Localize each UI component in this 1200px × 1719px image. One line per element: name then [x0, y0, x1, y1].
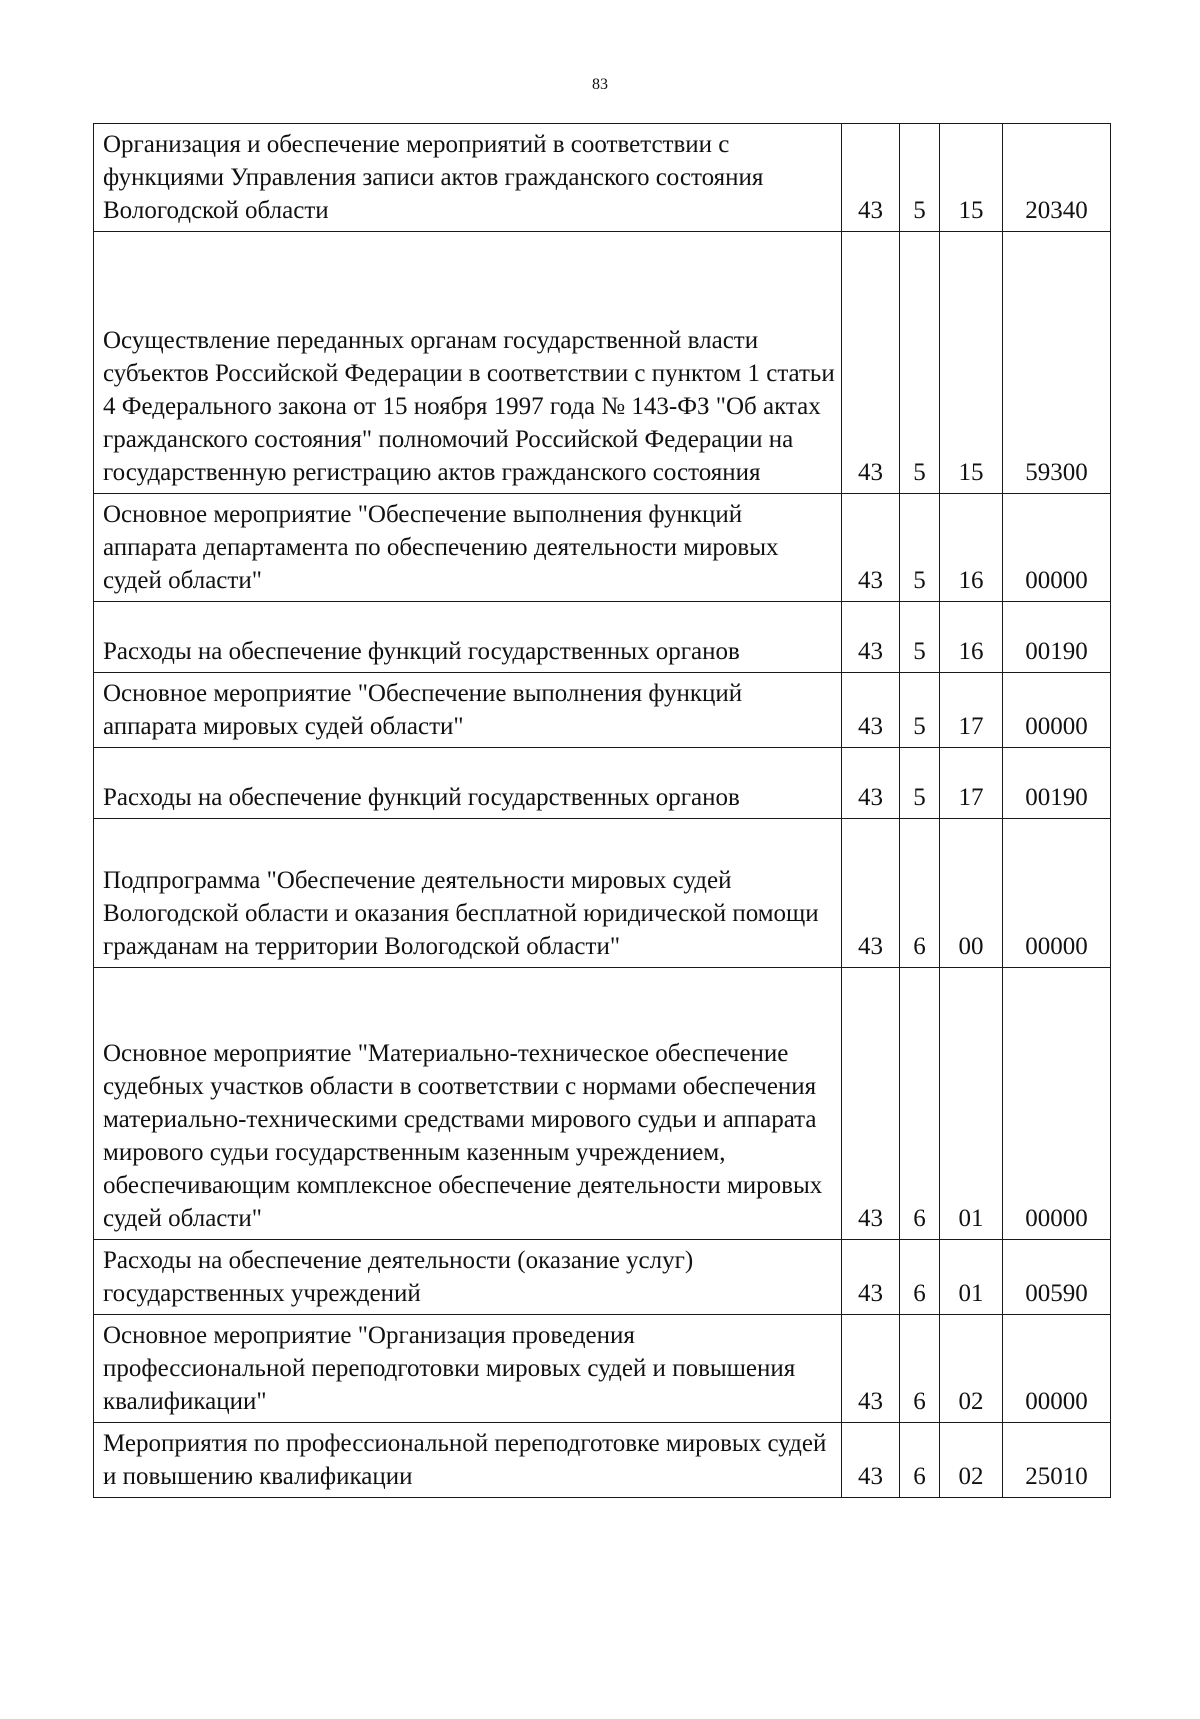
code-direction: 00590 [1003, 1240, 1111, 1315]
code-subprogram: 16 [940, 602, 1003, 673]
code-subprogram: 00 [940, 819, 1003, 968]
code-program: 5 [900, 494, 940, 602]
code-ministry: 43 [842, 1423, 900, 1498]
code-ministry: 43 [842, 494, 900, 602]
code-ministry: 43 [842, 1315, 900, 1423]
code-program: 6 [900, 1423, 940, 1498]
code-direction: 00000 [1003, 819, 1111, 968]
code-direction: 00000 [1003, 494, 1111, 602]
table-row [94, 673, 1111, 748]
code-subprogram: 17 [940, 673, 1003, 748]
code-ministry: 43 [842, 124, 900, 232]
code-direction: 00190 [1003, 602, 1111, 673]
code-subprogram: 15 [940, 232, 1003, 494]
code-program: 6 [900, 968, 940, 1240]
code-ministry: 43 [842, 673, 900, 748]
row-name: Подпрограмма "Обеспечение деятельности мировых судей Вологодской области и оказания бесплатной юридической помощи гражданам на территории Вологодской области" [94, 819, 842, 968]
table-row [94, 1423, 1111, 1498]
table-row [94, 748, 1111, 819]
row-name: Расходы на обеспечение функций государственных органов [94, 748, 842, 819]
code-ministry: 43 [842, 819, 900, 968]
code-subprogram: 15 [940, 124, 1003, 232]
table-row [94, 819, 1111, 968]
code-direction: 00000 [1003, 1315, 1111, 1423]
code-direction: 00000 [1003, 673, 1111, 748]
table-row [94, 1315, 1111, 1423]
code-ministry: 43 [842, 968, 900, 1240]
code-subprogram: 02 [940, 1423, 1003, 1498]
code-subprogram: 01 [940, 1240, 1003, 1315]
table-row [94, 124, 1111, 232]
row-name: Расходы на обеспечение деятельности (оказание услуг) государственных учреждений [94, 1240, 842, 1315]
code-program: 6 [900, 819, 940, 968]
code-program: 5 [900, 748, 940, 819]
budget-table [93, 123, 1111, 1498]
code-ministry: 43 [842, 748, 900, 819]
code-ministry: 43 [842, 1240, 900, 1315]
table-row [94, 232, 1111, 494]
table-row [94, 602, 1111, 673]
row-name: Основное мероприятие "Обеспечение выполнения функций аппарата мировых судей области" [94, 673, 842, 748]
code-subprogram: 17 [940, 748, 1003, 819]
code-ministry: 43 [842, 602, 900, 673]
code-program: 6 [900, 1240, 940, 1315]
row-name: Основное мероприятие "Материально-техническое обеспечение судебных участков области в соответствии с нормами обеспечения материально-техническими средствами мирового судьи и аппарата мирового судьи государственным казенным учреждением, обеспечивающим комплексное обеспечение деятельности мировых судей области" [94, 968, 842, 1240]
row-name: Расходы на обеспечение функций государственных органов [94, 602, 842, 673]
row-name: Осуществление переданных органам государственной власти субъектов Российской Федерации в соответствии с пунктом 1 статьи 4 Федерального закона от 15 ноября 1997 года № 143-ФЗ "Об актах гражданского состояния" полномочий Российской Федерации на государственную регистрацию актов гражданского состояния [94, 232, 842, 494]
code-subprogram: 16 [940, 494, 1003, 602]
code-program: 5 [900, 602, 940, 673]
code-program: 5 [900, 673, 940, 748]
table-row [94, 1240, 1111, 1315]
table-row [94, 968, 1111, 1240]
code-subprogram: 01 [940, 968, 1003, 1240]
code-ministry: 43 [842, 232, 900, 494]
code-program: 5 [900, 124, 940, 232]
page-number: 83 [592, 76, 608, 93]
code-direction: 25010 [1003, 1423, 1111, 1498]
code-direction: 00000 [1003, 968, 1111, 1240]
table-row [94, 494, 1111, 602]
code-program: 6 [900, 1315, 940, 1423]
code-direction: 59300 [1003, 232, 1111, 494]
code-program: 5 [900, 232, 940, 494]
code-direction: 20340 [1003, 124, 1111, 232]
row-name: Организация и обеспечение мероприятий в соответствии с функциями Управления записи актов гражданского состояния Вологодской области [94, 124, 842, 232]
code-subprogram: 02 [940, 1315, 1003, 1423]
row-name: Основное мероприятие "Обеспечение выполнения функций аппарата департамента по обеспечению деятельности мировых судей области" [94, 494, 842, 602]
row-name: Основное мероприятие "Организация проведения профессиональной переподготовки мировых судей и повышения квалификации" [94, 1315, 842, 1423]
row-name: Мероприятия по профессиональной переподготовке мировых судей и повышению квалификации [94, 1423, 842, 1498]
code-direction: 00190 [1003, 748, 1111, 819]
